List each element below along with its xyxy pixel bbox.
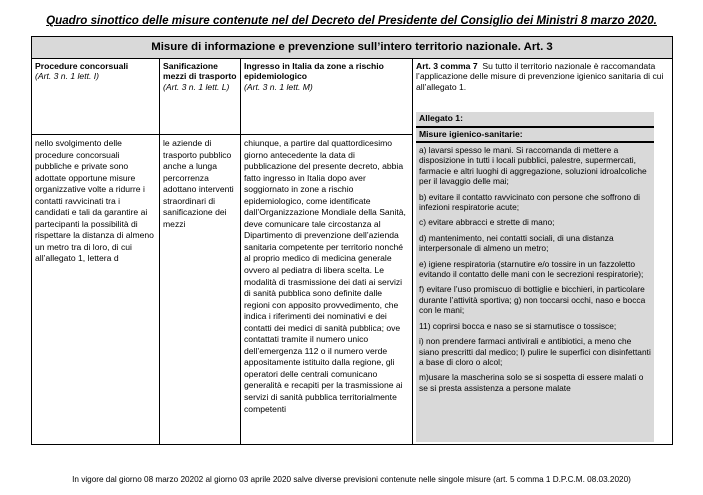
list-item: m)usare la mascherina solo se si sospetta di essere malati o se si presta assistenza a persone malate (419, 372, 644, 393)
allegato-title: Allegato 1: (416, 112, 654, 127)
column-text: chiunque, a partire dal quattordicesimo giorno antecedente la data di pubblicazione del presente decreto, abbia fatto ingresso in Italia dopo aver soggiornato in zone a rischio epidemiologico, come identificate dall’Organizzazione Mondiale della Sanità, deve comunicare tale circostanza al Dipartimento di prevenzione dell’azienda sanitaria competente per territorio nonché al proprio medico di medicina generale ovvero al pediatra di libera scelta. Le modalità di trasmissione dei dati ai servizi di sanità pubblica sono definite dalle regioni con apposito provvedimento, che indica i riferimenti dei nominativi e dei contatti dei medici di sanità pubblica; ove contattati tramite il numero unico dell’emergenza 112 o il numero verde appositamente istituito dalla regione, gli operatori delle centrali comunicano generalità e recapiti per la trasmissione ai servizi di sanità pubblica territorialmente competenti (244, 138, 406, 414)
list-item: i) non prendere farmaci antivirali e antibiotici, a meno che siano prescritti dal medico; l) pulire le superfici con disinfettanti a base di cloro o alcol; (419, 336, 651, 367)
column-heading: Sanificazione mezzi di trasporto (163, 61, 237, 82)
column-heading: Ingresso in Italia da zone a rischio epidemiologico (244, 61, 384, 82)
footer-note: In vigore dal giorno 08 marzo 20202 al giorno 03 aprile 2020 salve diverse previsioni contenute nelle singole misure (art. 5 comma 1 D.P.C.M. 08.03.2020) (72, 475, 631, 484)
column-text: nello svolgimento delle procedure concorsuali pubbliche e private sono adottate opportune misure organizzative volte a ridurre i contatti ravvicinati tra i candidati e tali da garantire ai partecipanti la possibilità di rispettare la distanza di almeno un metro tra di loro, di cui all’allegato 1, lettera d (35, 138, 154, 264)
list-item: e) igiene respiratoria (starnutire e/o tossire in un fazzoletto evitando il contatto delle mani con le secrezioni respiratorie); (419, 258, 644, 280)
column-ingresso-italia (241, 59, 413, 444)
list-item: b) evitare il contatto ravvicinato con persone che soffrono di infezioni respiratorie acute; (419, 191, 640, 213)
column-header (160, 59, 240, 135)
column-reference: (Art. 3 n. 1 lett. L) (163, 81, 230, 92)
list-item: c) evitare abbracci e strette di mano; (419, 217, 555, 228)
column-text: le aziende di trasporto pubblico anche a lunga percorrenza adottano interventi straordinari di sanificazione dei mezzi (163, 138, 234, 229)
allegato-box (416, 112, 654, 445)
allegato-subtitle: Misure igienico-sanitarie: (416, 127, 654, 142)
list-item: f) evitare l’uso promiscuo di bottiglie e bicchieri, in particolare durante l’attività sportiva; g) non toccarsi occhi, naso e bocca con le mani; (419, 284, 646, 316)
column-heading: Art. 3 comma 7 (416, 61, 478, 71)
column-header (32, 59, 159, 135)
column-reference: (Art. 3 n. 1 lett. I) (35, 71, 99, 82)
list-item: d) mantenimento, nei contatti sociali, di una distanza interpersonale di almeno un metro; (419, 232, 614, 254)
column-header (241, 59, 412, 135)
list-item: 11) coprirsi bocca e naso se si starnutisce o tossisce; (419, 320, 617, 331)
section-band: Misure di informazione e prevenzione sull’intero territorio nazionale. Art. 3 (32, 37, 672, 59)
column-reference: (Art. 3 n. 1 lett. M) (244, 81, 313, 92)
column-intro (416, 61, 669, 92)
column-sanificazione (160, 59, 241, 444)
column-text: Su tutto il territorio nazionale è raccomandata l’applicazione delle misure di prevenzione igienico sanitaria di cui all’allegato 1. (416, 61, 664, 92)
allegato-list (416, 142, 654, 442)
column-heading: Procedure concorsuali (35, 61, 129, 71)
list-item: a) lavarsi spesso le mani. Si raccomanda di mettere a disposizione in tutti i locali pubblici, palestre, supermercati, farmacie e altri luoghi di aggregazione, soluzioni idroalcoliche per il lavaggio delle mai; (419, 145, 647, 187)
document-title: Quadro sinottico delle misure contenute nel del Decreto del Presidente del Consiglio dei Ministri 8 marzo 2020. (46, 14, 657, 27)
column-procedure-concorsuali (32, 59, 160, 444)
